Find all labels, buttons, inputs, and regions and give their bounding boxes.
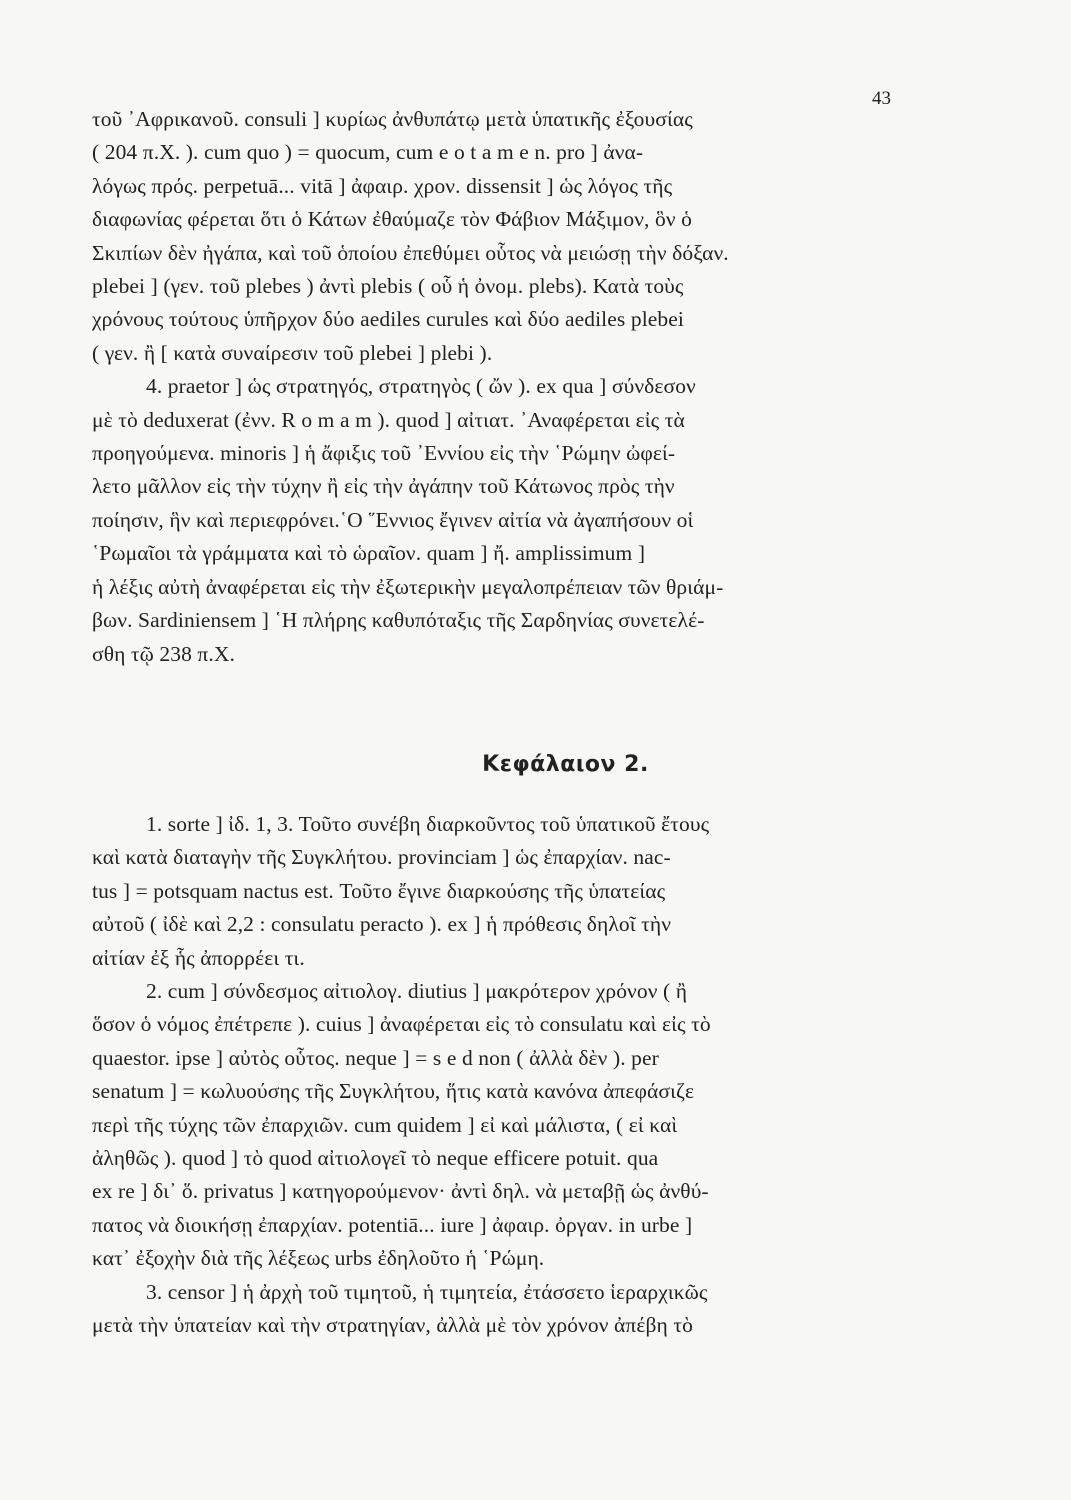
page-number: 43 <box>872 88 891 109</box>
text-line: μὲ τὸ deduxerat (ἐνν. R o m a m ). quod ] αἰτιατ. ᾿Αναφέρεται εἰς τὰ <box>92 407 685 432</box>
text-line: Σκιπίων δὲν ἠγάπα, καὶ τοῦ ὁποίου ἐπεθύμει οὗτος νὰ μειώσῃ τὴν δόξαν. <box>92 240 729 265</box>
text-line: λόγως πρός. perpetuā... vitā ] ἀφαιρ. χρον. dissensit ] ὡς λόγος τῆς <box>92 173 673 198</box>
text-line: ῾Ρωμαῖοι τὰ γράμματα καὶ τὸ ὡραῖον. quam ] ἤ. amplissimum ] <box>92 541 646 566</box>
text-line: ἀληθῶς ). quod ] τὸ quod αἰτιολογεῖ τὸ neque efficere potuit. qua <box>92 1146 659 1171</box>
text-line: βων. Sardiniensem ] ῾Η πλήρης καθυπόταξις τῆς Σαρδηνίας συνετελέ- <box>92 608 705 633</box>
text-line: ( γεν. ἢ [ κατὰ συναίρεσιν τοῦ plebei ] plebi ). <box>92 340 493 365</box>
text-line: 4. praetor ] ὡς στρατηγός, στρατηγὸς ( ὤν ). ex qua ] σύνδεσον <box>146 374 696 399</box>
text-line: 3. censor ] ἡ ἀρχὴ τοῦ τιμητοῦ, ἡ τιμητεία, ἐτάσσετο ἱεραρχικῶς <box>146 1279 708 1304</box>
text-line: αὐτοῦ ( ἰδὲ καὶ 2,2 : consulatu peracto ). ex ] ἡ πρόθεσις δηλοῖ τὴν <box>92 912 672 937</box>
text-line: χρόνους τούτους ὑπῆρχον δύο aediles curules καὶ δύο aediles plebei <box>92 307 684 332</box>
commentary-section-1 <box>92 103 912 671</box>
text-line: καὶ κατὰ διαταγὴν τῆς Συγκλήτου. provinciam ] ὡς ἐπαρχίαν. nac- <box>92 845 671 870</box>
text-line: tus ] = potsquam nactus est. Τοῦτο ἔγινε διαρκούσης τῆς ὑπατείας <box>92 878 666 903</box>
text-line: ὅσον ὁ νόμος ἐπέτρεπε ). cuius ] ἀναφέρεται εἰς τὸ consulatu καὶ εἰς τὸ <box>92 1012 711 1037</box>
text-line: αἰτίαν ἐξ ἧς ἀπορρέει τι. <box>92 945 305 970</box>
text-line: σθη τῷ 238 π.Χ. <box>92 641 235 666</box>
text-line: λετο μᾶλλον εἰς τὴν τύχην ἢ εἰς τὴν ἀγάπην τοῦ Κάτωνος πρὸς τὴν <box>92 474 675 499</box>
text-line: περὶ τῆς τύχης τῶν ἐπαρχιῶν. cum quidem ] εἰ καὶ μάλιστα, ( εἰ καὶ <box>92 1112 678 1137</box>
text-line: τοῦ ᾿Αφρικανοῦ. consuli ] κυρίως ἀνθυπάτῳ μετὰ ὑπατικῆς ἐξουσίας <box>92 107 693 131</box>
text-line: πατος νὰ διοικήσῃ ἐπαρχίαν. potentiā... iure ] ἀφαιρ. ὀργαν. in urbe ] <box>92 1212 693 1237</box>
text-line: plebei ] (γεν. τοῦ plebes ) ἀντὶ plebis ( οὗ ἡ ὀνομ. plebs). Κατὰ τοὺς <box>92 274 684 299</box>
text-line: προηγούμενα. minoris ] ἡ ἄφιξις τοῦ ᾿Εννίου εἰς τὴν ῾Ρώμην ὠφεί- <box>92 441 676 466</box>
text-line: ex re ] δι᾿ ὅ. privatus ] κατηγορούμενον· ἀντὶ δηλ. νὰ μεταβῇ ὡς ἀνθύ- <box>92 1179 709 1204</box>
text-line: 1. sorte ] ἰδ. 1, 3. Τοῦτο συνέβη διαρκοῦντος τοῦ ὑπατικοῦ ἔτους <box>146 812 710 836</box>
text-line: διαφωνίας φέρεται ὅτι ὁ Κάτων ἐθαύμαζε τὸν Φάβιον Μάξιμον, ὃν ὁ <box>92 207 692 232</box>
text-line: 2. cum ] σύνδεσμος αἰτιολογ. diutius ] μακρότερον χρόνον ( ἢ <box>146 979 688 1004</box>
chapter-heading: Κεφάλαιον 2. <box>482 752 649 777</box>
text-line: quaestor. ipse ] αὐτὸς οὗτος. neque ] = s e d non ( ἀλλὰ δὲν ). per <box>92 1045 659 1070</box>
text-line: ( 204 π.Χ. ). cum quo ) = quocum, cum e o t a m e n. pro ] ἀνα- <box>92 140 644 165</box>
text-line: μετὰ τὴν ὑπατείαν καὶ τὴν στρατηγίαν, ἀλλὰ μὲ τὸν χρόνον ἀπέβη τὸ <box>92 1313 693 1338</box>
text-line: κατ᾿ ἐξοχὴν διὰ τῆς λέξεως urbs ἐδηλοῦτο ἡ ῾Ρώμη. <box>92 1246 545 1271</box>
text-line: senatum ] = κωλυούσης τῆς Συγκλήτου, ἥτις κατὰ κανόνα ἀπεφάσιζε <box>92 1079 695 1104</box>
commentary-section-2 <box>92 808 912 1343</box>
text-line: ποίησιν, ἣν καὶ περιεφρόνει.῾Ο ῞Εννιος ἔγινεν αἰτία νὰ ἀγαπήσουν οἱ <box>92 507 694 532</box>
text-line: ἡ λέξις αὐτὴ ἀναφέρεται εἰς τὴν ἐξωτερικὴν μεγαλοπρέπειαν τῶν θριάμ- <box>92 574 724 599</box>
